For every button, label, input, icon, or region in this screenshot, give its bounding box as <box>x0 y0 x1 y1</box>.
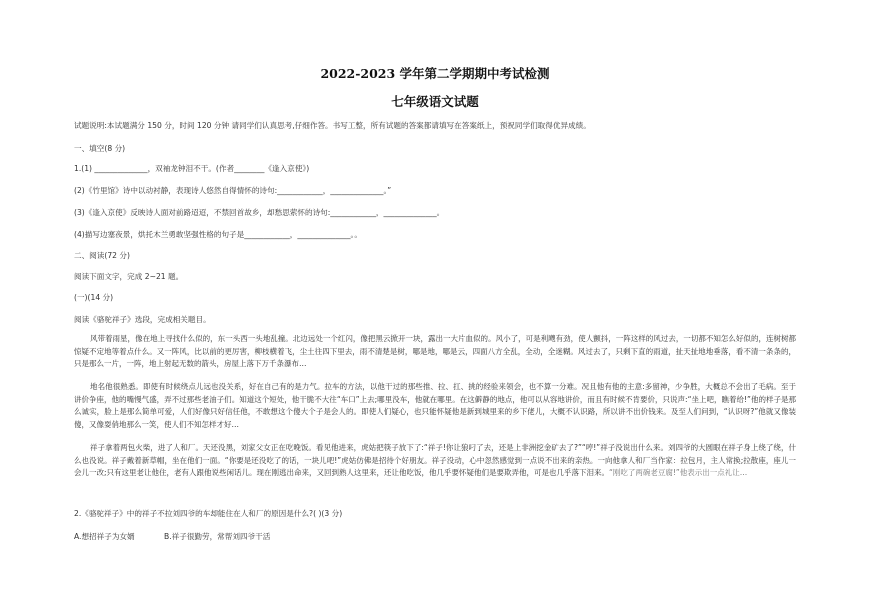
exam-subtitle: 七年级语文试题 <box>391 94 479 109</box>
section2-heading: 二、阅读(72 分) <box>74 251 130 260</box>
section1-heading: 一、填空(8 分) <box>74 144 126 153</box>
option-b: B.祥子很勤劳，常帮刘四爷干活 <box>164 532 271 541</box>
passage-paragraph-3 <box>74 442 796 480</box>
option-a: A.想招祥子为女婿 <box>74 532 135 541</box>
passage-paragraph-3-tail: “刚吃了两碗老豆腐!”他表示出一点礼让… <box>609 468 748 478</box>
passage-paragraph-2: 地名他很熟悉。即使有时候绕点儿远也没关系，好在自己有的是力气。拉车的方法，以他干过的那些推、拉、扛、挑的经验来领会，也不算一分难。况且他有他的主意:多留神，少争胜，大概总不会出了毛病。至于讲价争座，他的嘴慢气盛，弄不过那些老油子们。知道这个短处，他干脆不大往“车口”上去;哪里没车，他就在哪里。在这僻静的地点，他可以从容地讲价，而且有时候不肯要价，只说声:“坐上吧，瞧着给!”他的样子是那么诚实，脸上是那么简单可爱，人们好像只好信任他，不敢想这个傻大个子是会人的。即使人们疑心，也只能怀疑他是新到城里来的乡下佬儿，大概不认识路，所以讲不出价钱来。及至人们问到，“认识呀?”他就又像装傻，又像耍俏地那么一笑，使人们不知怎样才好… <box>74 382 796 429</box>
reading-task: 阅读《骆驼祥子》选段，完成相关题目。 <box>74 315 211 324</box>
part-one-label: (一)(14 分) <box>74 293 114 302</box>
instructions: 试题说明:本试题满分 150 分，时间 120 分钟 请同学们认真思考,仔细作答。书写工整，所有试题的答案都请填写在答案纸上，预祝同学们取得优异成绩。 <box>74 121 591 130</box>
question-1-4: (4)描写边塞夜景，烘托木兰勇敢坚强性格的句子是____________，______________。。 <box>74 230 362 239</box>
passage-paragraph-3-text: 祥子拿着两包火柴，进了人和厂。天还没黑，刘家父女正在吃晚饭。看见他进来，虎姑把筷子放下了:“祥子!你让狼叼了去，还是上非洲挖金矿去了?”“哼!”祥子没说出什么来。刘四爷的大圆眼在祥子身上绕了绕，什么也没说。祥子戴着新草帽，坐在他们一面。“你要是还没吃了的话，一块儿吧!”虎姑仿佛是招待个好朋友。祥子没动，心中忽然感觉到一点说不出来的亲热。一向他拿人和厂当作家：拉包月，主人常换;拉散座，座儿一会儿一改;只有这里老让他住，老有人跟他说些闲话儿。现在刚逃出命来，又回到熟人这里来，还让他吃饭，他几乎要怀疑他们是要欺弄他，可是也几乎落下泪来。 <box>74 443 796 478</box>
question-1-3: (3)《逢入京使》反映诗人面对前路迢迢，不禁回首故乡，却愁思萦怀的诗句:____________，______________。 <box>74 208 445 217</box>
question-1-1: 1.(1) ______________，双袖龙钟泪不干。(作者________《逢入京使》) <box>74 164 310 173</box>
question-1-2: (2)《竹里馆》诗中以动衬静，表现诗人悠然自得情怀的诗句:____________，______________。” <box>74 186 392 195</box>
reading-intro: 阅读下面文字，完成 2~21 题。 <box>74 272 184 281</box>
question-2: 2.《骆驼祥子》中的祥子不拉刘四爷的车却能住在人和厂的原因是什么?( )(3 分) <box>74 509 343 518</box>
exam-title: 2022-2023 学年第二学期期中考试检测 <box>320 66 550 81</box>
passage-paragraph-1: 风带着雨星，像在地上寻找什么似的，东一头西一头地乱撞。北边远处一个红闪，像把黑云掀开一块，露出一大片血似的。风小了，可是利飕有劲，使人颤抖，一阵这样的风过去，一切都不知怎么好似的，连树树都惊疑不定地等着点什么。又一阵风，比以前的更厉害，柳枝横着飞，尘土往四下里去，雨不清楚是树，哪是地，哪是云，四面八方全乱，全动，全迷糊。风过去了，只剩下直的雨道，扯天扯地地垂落，看不清一条条的，只是那么一片，一阵，地上射起无数的箭头，房屋上落下万千条瀑布… <box>74 334 796 369</box>
